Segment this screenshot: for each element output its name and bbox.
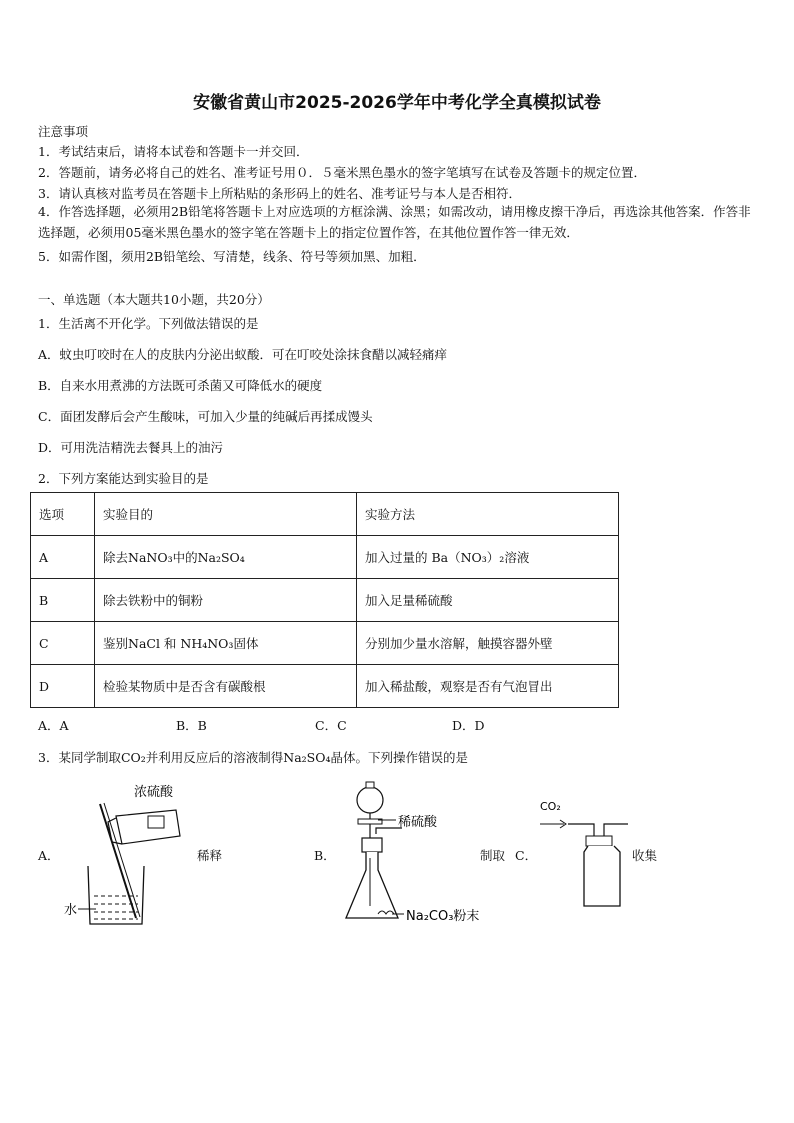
figure-a-label: A．	[38, 848, 60, 863]
question-stem: 3．某同学制取CO₂并利用反应后的溶液制得Na₂SO₄晶体。下列操作错误的是	[38, 750, 469, 765]
acid-label: 稀硫酸	[398, 815, 438, 830]
notice-item: 4．作答选择题，必须用2B铅笔将答题卡上对应选项的方框涂满、涂黑；如需改动，请用橡皮擦干净后，再选涂其他答案．作答非选择题，必须用05毫米黑色墨水的签字笔在答题卡上的指定位置作答，在其他位置作答一律无效．	[38, 204, 751, 240]
question-stem: 2．下列方案能达到实验目的是	[38, 471, 209, 486]
water-label: 水	[64, 903, 78, 918]
q1-option-c: C．面团发酵后会产生酸味，可加入少量的纯碱后再揉成馒头	[38, 409, 373, 424]
table-header-row	[31, 493, 619, 536]
question-stem: 1．生活离不开化学。下列做法错误的是	[38, 316, 259, 331]
table-cell: 加入足量稀硫酸	[357, 579, 619, 622]
gas-generation-diagram	[340, 774, 510, 932]
gas-collection-diagram	[538, 796, 638, 911]
table-row	[31, 579, 619, 622]
page-title: 安徽省黄山市2025-2026学年中考化学全真模拟试卷	[193, 93, 601, 113]
table-cell: 分别加少量水溶解，触摸容器外壁	[357, 622, 619, 665]
table-header-cell: 实验目的	[95, 493, 357, 536]
table-row	[31, 622, 619, 665]
notice-item: 5．如需作图，须用2B铅笔绘、写清楚，线条、符号等须加黑、加粗．	[38, 249, 426, 264]
table-cell: B	[31, 579, 95, 622]
gas-label: CO₂	[540, 800, 561, 813]
figure-b-caption: 制取	[480, 848, 506, 863]
bottle-label: 浓硫酸	[134, 785, 174, 800]
table-cell: A	[31, 536, 95, 579]
figure-c-label: C．	[515, 848, 538, 863]
q1-option-d: D．可用洗洁精洗去餐具上的油污	[38, 440, 224, 455]
table-header-cell: 实验方法	[357, 493, 619, 536]
notice-item: 1．考试结束后，请将本试卷和答题卡一并交回．	[38, 144, 309, 159]
q2-choice-d: D．D	[452, 718, 485, 733]
table-cell: 除去NaNO₃中的Na₂SO₄	[95, 536, 357, 579]
table-cell: 检验某物质中是否含有碳酸根	[95, 665, 357, 708]
figure-a-caption: 稀释	[197, 848, 223, 863]
table-header-cell: 选项	[31, 493, 95, 536]
notice-item: 3．请认真核对监考员在答题卡上所粘贴的条形码上的姓名、准考证号与本人是否相符．	[38, 186, 521, 201]
dilution-diagram	[58, 778, 198, 930]
table-row	[31, 665, 619, 708]
section-heading: 一、单选题（本大题共10小题，共20分）	[38, 292, 270, 307]
notice-heading: 注意事项	[38, 124, 89, 139]
table-cell: 除去铁粉中的铜粉	[95, 579, 357, 622]
table-cell: 加入过量的 Ba（NO₃）₂溶液	[357, 536, 619, 579]
q2-table	[30, 492, 619, 708]
q2-choice-c: C．C	[315, 718, 347, 733]
table-cell: D	[31, 665, 95, 708]
q2-choice-b: B．B	[176, 718, 207, 733]
table-row	[31, 536, 619, 579]
q1-option-b: B．自来水用煮沸的方法既可杀菌又可降低水的硬度	[38, 378, 323, 393]
table-cell: 鉴别NaCl 和 NH₄NO₃固体	[95, 622, 357, 665]
q1-option-a: A．蚊虫叮咬时在人的皮肤内分泌出蚁酸．可在叮咬处涂抹食醋以减轻痛痒	[38, 347, 448, 362]
figure-b-label: B．	[314, 848, 336, 863]
powder-label: Na₂CO₃粉末	[406, 909, 480, 924]
q2-choice-a: A．A	[38, 718, 69, 733]
table-cell: C	[31, 622, 95, 665]
table-cell: 加入稀盐酸，观察是否有气泡冒出	[357, 665, 619, 708]
notice-item: 2．答题前，请务必将自己的姓名、准考证号用０．５毫米黑色墨水的签字笔填写在试卷及答题卡的规定位置．	[38, 165, 646, 180]
figure-c-caption: 收集	[632, 848, 658, 863]
